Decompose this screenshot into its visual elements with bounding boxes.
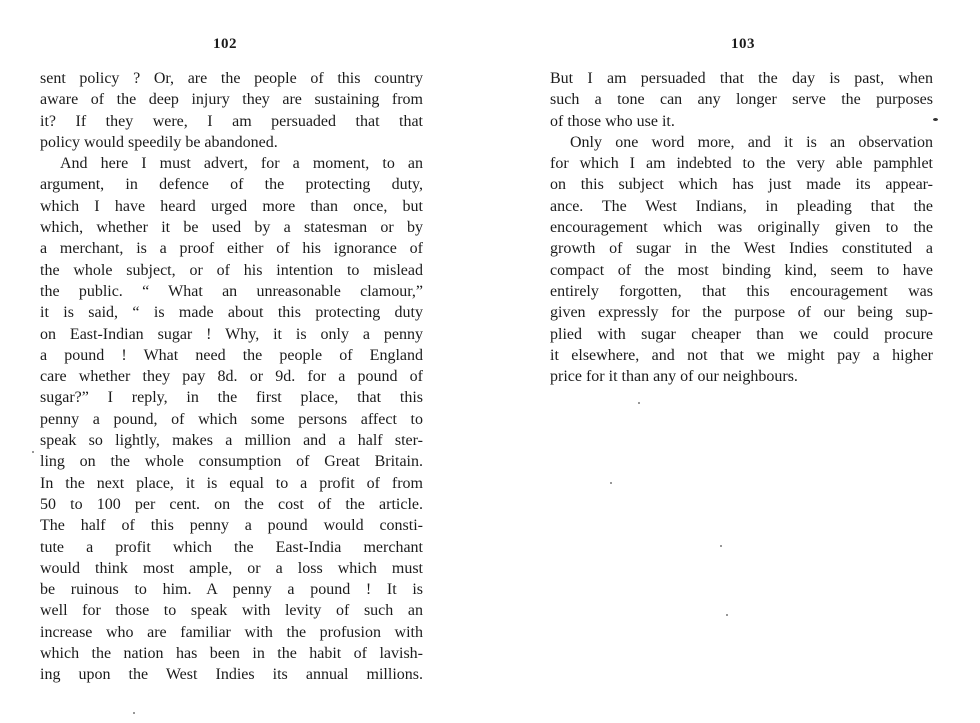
text-line: such a tone can any longer serve the purposes <box>550 91 933 109</box>
text-line: And here I must advert, for a moment, to an <box>60 155 423 173</box>
left-page-number: 102 <box>213 36 237 52</box>
text-line: aware of the deep injury they are sustaining from <box>40 91 423 109</box>
text-line: The half of this penny a pound would consti- <box>40 517 423 535</box>
text-line: price for it than any of our neighbours. <box>550 368 798 386</box>
text-line: on this subject which has just made its appear- <box>550 176 933 194</box>
scan-speck <box>610 482 612 484</box>
scan-speck <box>720 545 722 547</box>
text-line: a merchant, is a proof either of his ignorance of <box>40 240 423 258</box>
text-line: be ruinous to him. A penny a pound ! It is <box>40 581 423 599</box>
scan-speck <box>933 118 938 121</box>
text-line: ling on the whole consumption of Great Britain. <box>40 453 423 471</box>
right-page-text <box>550 68 933 387</box>
text-line: it is said, “ is made about this protecting duty <box>40 304 423 322</box>
text-line: argument, in defence of the protecting duty, <box>40 176 423 194</box>
text-line: sent policy ? Or, are the people of this country <box>40 70 423 87</box>
text-line: of those who use it. <box>550 112 675 130</box>
right-page-number: 103 <box>731 36 755 52</box>
text-line: In the next place, it is equal to a profit of from <box>40 474 423 492</box>
text-line: it elsewhere, and not that we might pay a higher <box>550 346 933 364</box>
text-line: which, whether it be used by a statesman or by <box>40 219 423 237</box>
text-line: ing upon the West Indies its annual millions. <box>40 666 423 684</box>
text-line: growth of sugar in the West Indies constituted a <box>550 240 933 258</box>
scan-speck <box>726 614 728 616</box>
text-line: ance. The West Indians, in pleading that the <box>550 197 933 215</box>
text-line: it? If they were, I am persuaded that that <box>40 112 423 130</box>
text-line: the public. “ What an unreasonable clamour,” <box>40 282 423 300</box>
text-line: for which I am indebted to the very able pamphlet <box>550 155 933 173</box>
text-line: well for those to speak with levity of such an <box>40 602 423 620</box>
text-line: care whether they pay 8d. or 9d. for a pound of <box>40 368 423 386</box>
text-line: policy would speedily be abandoned. <box>40 133 278 151</box>
text-line: which the nation has been in the habit of lavish- <box>40 645 423 663</box>
text-line: compact of the most binding kind, seem to have <box>550 261 933 279</box>
text-line: on East-Indian sugar ! Why, it is only a penny <box>40 325 423 343</box>
text-line: would think most ample, or a loss which must <box>40 559 423 577</box>
text-line: which I have heard urged more than once, but <box>40 197 423 215</box>
text-line: speak so lightly, makes a million and a half ster- <box>40 432 423 450</box>
text-line: sugar?” I reply, in the first place, that this <box>40 389 423 407</box>
scan-speck <box>638 402 640 404</box>
text-line: penny a pound, of which some persons affect to <box>40 410 423 428</box>
text-line: Only one word more, and it is an observation <box>570 133 933 151</box>
text-line: a pound ! What need the people of England <box>40 346 423 364</box>
right-page <box>490 0 980 723</box>
text-line: given expressly for the purpose of our being sup- <box>550 304 933 322</box>
text-line: plied with sugar cheaper than we could procure <box>550 325 933 343</box>
text-line: increase who are familiar with the profusion with <box>40 623 423 641</box>
text-line: entirely forgotten, that this encouragement was <box>550 282 933 300</box>
text-line: But I am persuaded that the day is past, when <box>550 70 933 87</box>
scan-speck <box>32 451 34 453</box>
scan-speck <box>133 712 135 714</box>
text-line: the whole subject, or of his intention to mislead <box>40 261 423 279</box>
text-line: tute a profit which the East-India merchant <box>40 538 423 556</box>
left-page-text <box>40 68 423 686</box>
text-line: 50 to 100 per cent. on the cost of the article. <box>40 495 423 513</box>
text-line: encouragement which was originally given to the <box>550 219 933 237</box>
